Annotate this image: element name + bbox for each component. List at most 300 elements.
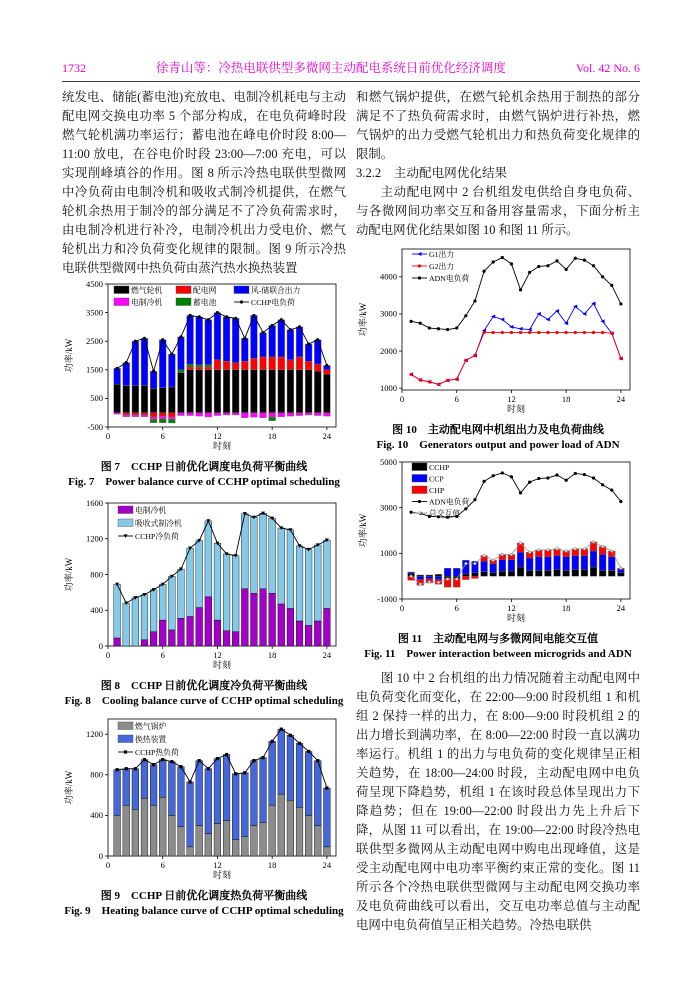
legend-swatch	[176, 298, 191, 306]
bar-segment	[287, 735, 294, 800]
bar-segment	[508, 560, 515, 571]
figure-7-caption-zh: 图 7 CCHP 日前优化调度电负荷平衡曲线	[100, 461, 308, 473]
bar-segment	[296, 370, 303, 413]
right-column	[356, 88, 640, 935]
bar-segment	[232, 632, 239, 646]
bar-segment	[545, 570, 552, 576]
bar-segment	[526, 570, 533, 576]
bar-segment	[408, 572, 415, 573]
figure-10	[356, 244, 640, 453]
legend-label: 电制冷机	[131, 297, 163, 307]
bar-segment	[114, 584, 121, 638]
bar-segment	[608, 557, 615, 571]
bar-segment	[618, 569, 625, 572]
legend-swatch	[118, 722, 133, 730]
svg-text:2000: 2000	[380, 345, 397, 356]
bar-segment	[490, 564, 497, 573]
bar-segment	[196, 826, 203, 856]
x-axis-label: 时刻	[212, 441, 232, 451]
bar-segment	[269, 413, 276, 418]
bar-segment	[196, 541, 203, 608]
bar-segment	[287, 800, 294, 856]
bar-segment	[305, 370, 312, 413]
x-axis-label: 时刻	[212, 660, 232, 670]
bar-segment	[278, 413, 285, 417]
x-axis-label: 时刻	[506, 404, 526, 414]
bar-segment	[123, 769, 130, 806]
bar-segment	[223, 755, 230, 821]
figure-11	[356, 457, 640, 662]
bar-segment	[141, 413, 148, 415]
bar-segment	[241, 773, 248, 837]
bar-segment	[150, 590, 157, 632]
bar-segment	[205, 365, 212, 367]
bar-segment	[324, 370, 331, 374]
bar-segment	[150, 632, 157, 646]
bar-segment	[232, 363, 239, 370]
svg-text:12: 12	[507, 394, 516, 404]
bar-segment	[324, 374, 331, 413]
bar-segment	[305, 344, 312, 361]
bar-segment	[296, 357, 303, 370]
bar-segment	[178, 373, 185, 413]
bar-segment	[462, 574, 469, 576]
svg-text:4000: 4000	[380, 271, 397, 282]
legend-label: 配电网	[193, 285, 217, 295]
bar-segment	[178, 413, 185, 416]
bar-segment	[196, 608, 203, 646]
bar-segment	[159, 584, 166, 620]
body-paragraph-right-3: 图 10 中 2 台机组的出力情况随着主动配电网中电负荷变化而变化，在 22:00—9:00 时段机组 1 和机组 2 保持一样的出力，在 8:00—9:00 时段机组 2 的出力增长到满功率，在 8:00—22:00 时段一直以满功率运行。机组 1 的出力与电负荷的变化规律呈正相关趋势，在 18:00—24:00 时段，主动配电网中电负荷呈现下降趋势，机组 1 在该时段总体呈现出力下降趋势；但在 19:00—22:00 时段出力先上升后下降，从图 11 可以看出，在 19:00—22:00 时段冷热电联供型多微网从主动配电网中购电出现峰值，这是受主动配电网中电功率平衡约束正常的变化。图 11 所示各个冷热电联供型微网与主动配电网交换功率及电负荷曲线可以看出，交互电功率总值与主动配电网中电负荷值呈正相关趋势。冷热电联供	[356, 671, 640, 932]
series-line	[411, 542, 621, 584]
bar-segment	[517, 552, 524, 567]
svg-text:5000: 5000	[380, 457, 397, 467]
legend-label: 燃气锅炉	[135, 721, 167, 731]
volume-info: Vol. 42 No. 6	[575, 61, 640, 75]
bar-segment	[123, 386, 130, 413]
svg-text:6: 6	[454, 603, 459, 613]
y-axis-label: 功率/kW	[358, 302, 368, 337]
bar-segment	[278, 370, 285, 413]
bar-segment	[132, 809, 139, 856]
bar-segment	[241, 413, 248, 418]
svg-text:1600: 1600	[86, 498, 103, 508]
bar-segment	[260, 758, 267, 823]
bar-segment	[232, 774, 239, 840]
bar-segment	[260, 370, 267, 413]
bar-segment	[132, 415, 139, 417]
figure-10-chart	[356, 244, 640, 420]
bar-segment	[150, 765, 157, 806]
bar-segment	[141, 386, 148, 413]
figure-8	[62, 498, 346, 709]
svg-text:6: 6	[160, 860, 165, 870]
bar-segment	[114, 638, 121, 646]
bar-segment	[314, 413, 321, 416]
body-paragraph-right-2: 主动配电网中 2 台机组发电供给自身电负荷、与各微网间功率交互和备用容量需求，下面分析主动配电网优化结果如图 10 和图 11 所示。	[356, 185, 640, 237]
bar-segment	[499, 560, 506, 571]
bar-segment	[251, 413, 258, 418]
legend-label: CCP	[429, 474, 444, 484]
figure-7	[62, 279, 346, 490]
svg-text:500: 500	[90, 393, 103, 404]
bar-segment	[314, 371, 321, 412]
svg-text:0: 0	[105, 860, 111, 870]
bar-segment	[159, 413, 166, 416]
svg-text:0: 0	[399, 603, 405, 613]
figure-10-caption-zh: 图 10 主动配电网中机组出力及电负荷曲线	[392, 424, 604, 436]
bar-segment	[114, 815, 121, 856]
bar-segment	[205, 413, 212, 417]
bar-segment	[223, 820, 230, 856]
bar-segment	[296, 546, 303, 621]
series-line	[411, 332, 621, 384]
svg-text:800: 800	[90, 769, 103, 780]
bar-segment	[554, 570, 561, 576]
legend-label: ADN电负荷	[429, 497, 470, 507]
bar-segment	[241, 361, 248, 370]
bar-segment	[554, 556, 561, 570]
bar-segment	[114, 384, 121, 413]
bar-segment	[214, 370, 221, 413]
bar-segment	[141, 760, 148, 799]
bar-segment	[168, 815, 175, 856]
bar-segment	[223, 317, 230, 361]
bar-segment	[187, 315, 194, 364]
bar-segment	[535, 557, 542, 571]
svg-text:12: 12	[507, 603, 516, 613]
bar-segment	[205, 521, 212, 597]
bar-segment	[499, 571, 506, 576]
figure-9	[62, 714, 346, 919]
bar-segment	[187, 847, 194, 856]
bar-segment	[159, 416, 166, 419]
legend-swatch	[118, 519, 133, 527]
bar-segment	[141, 595, 148, 640]
bar-segment	[269, 325, 276, 356]
legend-label: 吸收式制冷机	[135, 518, 182, 528]
bar-segment	[278, 604, 285, 646]
figure-11-caption-zh: 图 11 主动配电网与多微网间电能交互值	[397, 633, 599, 645]
svg-text:24: 24	[616, 394, 626, 404]
bar-segment	[123, 805, 130, 856]
bar-segment	[196, 370, 203, 413]
bar-segment	[141, 415, 148, 417]
bar-segment	[168, 387, 175, 413]
svg-text:18: 18	[267, 431, 277, 441]
bar-segment	[305, 361, 312, 370]
bar-segment	[214, 360, 221, 370]
page-number: 1732	[62, 61, 86, 75]
bar-segment	[241, 837, 248, 856]
svg-text:3500: 3500	[86, 307, 103, 318]
svg-text:18: 18	[267, 650, 277, 660]
bar-segment	[232, 370, 239, 413]
bar-segment	[305, 413, 312, 415]
legend-swatch	[234, 286, 249, 294]
legend-label: CCHP	[429, 462, 450, 472]
series-line	[117, 313, 327, 372]
bar-segment	[123, 415, 130, 417]
bar-segment	[314, 761, 321, 826]
bar-segment	[114, 413, 121, 414]
legend-label: CHP	[429, 485, 445, 495]
figure-9-caption-en: Fig. 9 Heating balance curve of CCHP optimal scheduling	[64, 905, 344, 917]
legend-swatch	[114, 286, 129, 294]
bar-segment	[260, 589, 267, 646]
y-axis-label: 功率/kW	[64, 338, 74, 373]
bar-segment	[287, 360, 294, 370]
legend-label: 燃气轮机	[131, 285, 163, 295]
bar-segment	[269, 741, 276, 805]
bar-segment	[269, 805, 276, 856]
bar-segment	[517, 567, 524, 576]
running-title: 徐青山等：冷热电联供型多微网主动配电系统日前优化经济调度	[155, 61, 506, 75]
bar-segment	[223, 413, 230, 415]
svg-text:24: 24	[322, 650, 332, 660]
bar-segment	[269, 417, 276, 420]
svg-text:24: 24	[322, 860, 332, 870]
bar-segment	[241, 370, 248, 413]
bar-segment	[214, 543, 221, 620]
bar-segment	[608, 570, 615, 576]
figure-8-caption-zh: 图 8 CCHP 日前优化调度冷负荷平衡曲线	[100, 680, 308, 692]
svg-text:24: 24	[616, 603, 626, 613]
svg-text:1200: 1200	[86, 729, 103, 740]
bar-segment	[590, 567, 597, 576]
left-column	[62, 88, 346, 919]
bar-segment	[287, 608, 294, 646]
bar-segment	[305, 751, 312, 815]
bar-segment	[481, 572, 488, 577]
figure-11-caption-en: Fig. 11 Power interaction between microgrids and ADN	[364, 648, 632, 660]
bar-segment	[260, 823, 267, 856]
bar-segment	[196, 413, 203, 416]
bar-segment	[178, 618, 185, 646]
bar-segment	[196, 317, 203, 365]
bar-segment	[214, 824, 221, 856]
bar-segment	[435, 576, 442, 579]
bar-segment	[590, 551, 597, 567]
bar-segment	[435, 574, 442, 576]
legend-swatch	[412, 463, 427, 471]
bar-segment	[296, 621, 303, 646]
bar-segment	[278, 357, 285, 370]
svg-text:0: 0	[105, 650, 111, 660]
svg-text:18: 18	[561, 603, 571, 613]
bar-segment	[287, 370, 294, 413]
bar-segment	[178, 767, 185, 827]
section-heading-3-2-2: 3.2.2 主动配电网优化结果	[356, 166, 508, 180]
bar-segment	[187, 617, 194, 646]
svg-text:6: 6	[160, 650, 165, 660]
bar-segment	[535, 570, 542, 576]
legend-label: 风-储联合出力	[251, 285, 301, 295]
bar-segment	[417, 576, 424, 579]
svg-text:-500: -500	[87, 421, 103, 432]
svg-text:6: 6	[160, 431, 165, 441]
bar-segment	[205, 367, 212, 370]
svg-text:1500: 1500	[86, 364, 103, 375]
svg-text:400: 400	[90, 810, 103, 821]
svg-text:3000: 3000	[380, 502, 397, 513]
legend-swatch	[412, 486, 427, 494]
bar-segment	[444, 568, 451, 576]
bar-segment	[462, 576, 469, 579]
bar-segment	[232, 840, 239, 856]
bar-segment	[599, 554, 606, 570]
series-line	[411, 304, 621, 385]
figure-7-chart	[62, 279, 346, 457]
bar-segment	[205, 370, 212, 413]
svg-text:24: 24	[322, 431, 332, 441]
bar-segment	[251, 370, 258, 413]
legend-swatch	[114, 298, 129, 306]
svg-text:1000: 1000	[380, 548, 397, 559]
bar-segment	[214, 620, 221, 646]
bar-segment	[269, 518, 276, 593]
bar-segment	[490, 573, 497, 576]
bar-segment	[223, 554, 230, 631]
bar-segment	[205, 320, 212, 365]
page-header	[62, 58, 640, 82]
bar-segment	[314, 340, 321, 364]
bar-segment	[168, 630, 175, 646]
bar-segment	[214, 313, 221, 360]
bar-segment	[251, 761, 258, 826]
svg-text:400: 400	[90, 605, 103, 616]
bar-segment	[223, 370, 230, 413]
figure-7-caption-en: Fig. 7 Power balance curve of CCHP optimal scheduling	[68, 476, 340, 488]
figure-8-caption-en: Fig. 8 Cooling balance curve of CCHP optimal scheduling	[64, 695, 344, 707]
bar-segment	[187, 782, 194, 847]
bar-segment	[178, 370, 185, 373]
bar-segment	[287, 330, 294, 360]
svg-text:800: 800	[90, 569, 103, 580]
bar-segment	[324, 413, 331, 416]
bar-segment	[205, 834, 212, 856]
bar-segment	[305, 815, 312, 856]
legend-label: 蓄电池	[193, 297, 217, 307]
bar-segment	[159, 419, 166, 423]
bar-segment	[296, 413, 303, 416]
svg-text:12: 12	[213, 860, 222, 870]
bar-segment	[141, 640, 148, 646]
svg-text:12: 12	[213, 650, 222, 660]
bar-segment	[150, 419, 157, 422]
bar-segment	[168, 576, 175, 630]
bar-segment	[251, 358, 258, 369]
bar-segment	[314, 545, 321, 621]
bar-segment	[508, 571, 515, 576]
bar-segment	[159, 388, 166, 413]
bar-segment	[150, 371, 157, 388]
bar-segment	[324, 540, 331, 608]
bar-segment	[572, 556, 579, 570]
bar-segment	[123, 413, 130, 415]
bar-segment	[324, 788, 331, 847]
bar-segment	[278, 320, 285, 357]
x-axis-label: 时刻	[506, 613, 526, 623]
bar-segment	[563, 570, 570, 576]
legend-label: CCHP热负荷	[135, 747, 179, 757]
bar-segment	[581, 556, 588, 570]
bar-segment	[132, 598, 139, 646]
bar-segment	[260, 413, 267, 418]
bar-segment	[214, 759, 221, 824]
svg-text:2500: 2500	[86, 336, 103, 346]
figure-11-chart	[356, 457, 640, 629]
bar-segment	[187, 364, 194, 367]
bar-segment	[168, 762, 175, 816]
bar-segment	[187, 367, 194, 370]
svg-text:3000: 3000	[380, 308, 397, 319]
bar-segment	[581, 570, 588, 576]
bar-segment	[150, 805, 157, 856]
bar-segment	[278, 794, 285, 856]
body-paragraph-right-1: 和燃气锅炉提供，在燃气轮机余热用于制热的部分满足不了热负荷需求时，由燃气锅炉进行补热，燃气锅炉的出力受燃气轮机出力和热负荷变化规律的限制。	[356, 90, 640, 161]
bar-segment	[232, 556, 239, 632]
bar-segment	[260, 357, 267, 370]
legend-label: G1出力	[429, 249, 455, 259]
bar-segment	[251, 593, 258, 646]
y-axis-label: 功率/kW	[358, 513, 368, 548]
bar-segment	[324, 847, 331, 856]
bar-segment	[123, 603, 130, 646]
svg-text:-1000: -1000	[377, 593, 397, 604]
bar-segment	[278, 528, 285, 604]
legend-swatch	[118, 735, 133, 743]
svg-text:12: 12	[213, 431, 222, 441]
legend-label: 总交互值	[429, 508, 461, 518]
svg-text:0: 0	[98, 640, 103, 651]
legend-label: 换热装置	[135, 734, 167, 744]
bar-segment	[214, 413, 221, 416]
bar-segment	[314, 621, 321, 646]
bar-segment	[168, 354, 175, 387]
svg-text:18: 18	[561, 394, 571, 404]
bar-segment	[269, 357, 276, 370]
legend-label: 电制冷机	[135, 505, 167, 515]
y-axis-label: 功率/kW	[64, 770, 74, 805]
bar-segment	[132, 386, 139, 413]
bar-segment	[168, 417, 175, 419]
bar-segment	[314, 364, 321, 371]
legend-swatch	[412, 475, 427, 483]
bar-segment	[196, 761, 203, 826]
bar-segment	[572, 570, 579, 576]
y-axis-label: 功率/kW	[64, 557, 74, 592]
bar-segment	[324, 608, 331, 646]
bar-segment	[232, 413, 239, 415]
bar-segment	[296, 743, 303, 807]
legend-label: G2出力	[429, 261, 455, 271]
bar-segment	[187, 548, 194, 616]
svg-text:1200: 1200	[86, 533, 103, 544]
bar-segment	[196, 367, 203, 370]
bar-segment	[618, 573, 625, 576]
bar-segment	[150, 413, 157, 417]
bar-segment	[526, 558, 533, 571]
bar-segment	[132, 413, 139, 415]
bar-segment	[178, 827, 185, 856]
bar-segment	[545, 557, 552, 571]
bar-segment	[187, 413, 194, 416]
legend-label: ADN电负荷	[429, 273, 470, 283]
figure-9-caption-zh: 图 9 CCHP 日前优化调度热负荷平衡曲线	[100, 890, 308, 902]
bar-segment	[114, 770, 121, 816]
bar-segment	[159, 760, 166, 798]
